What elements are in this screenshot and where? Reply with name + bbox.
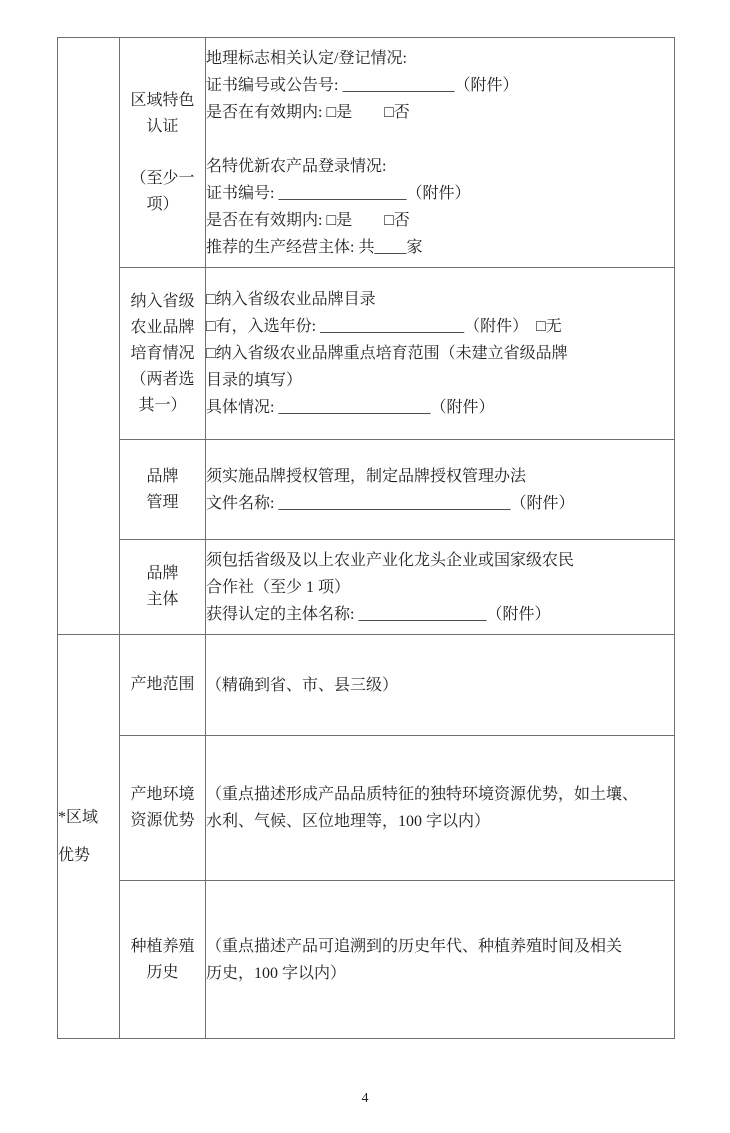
label-cell-origin-scope [120,635,206,736]
content-cell-origin-scope [206,635,675,736]
text-line: 种植养殖 [130,937,195,955]
text-line: 认证 [146,117,179,135]
text-line: 其一） [138,396,187,414]
text-line: 品牌 [146,565,179,582]
text-line: 纳入省级 [130,292,195,310]
text-line: 品牌 [146,467,179,485]
category-cell-continued [58,38,120,635]
text-line: 农业品牌 [130,318,195,336]
label-cell-brand-entity [120,540,206,635]
content-cell-regional-feature-certification [206,38,675,268]
label-cell-provincial-brand-cultivation [120,268,206,440]
content-cell-planting-breeding-history [206,881,675,1039]
text-line: 区域特色 [130,91,195,109]
text-line: 须实施品牌授权管理，制定品牌授权管理办法 [206,467,527,485]
label-cell-regional-feature-certification [120,38,206,268]
text-line: （精确到省、市、县三级） [206,676,399,694]
row-provincial-brand-cultivation [58,268,675,440]
text-line: 历史，100 字以内） [206,964,347,982]
text-line: （两者选 [130,370,195,388]
text-line: （至少一 [130,169,195,187]
text-line: 合作社（至少 1 项） [206,578,351,596]
text-line: 地理标志相关认定/登记情况: [206,49,407,67]
text-line: 资源优势 [130,812,195,829]
application-form-table [57,37,675,1039]
row-planting-breeding-history [58,881,675,1039]
text-line: 须包括省级及以上农业产业化龙头企业或国家级农民 [206,551,575,569]
label-cell-brand-management [120,440,206,540]
text-line [120,140,205,166]
text-line: 具体情况: ___________________（附件） [206,399,495,416]
text-line: 证书编号: ________________（附件） [206,184,471,202]
text-line: 历史 [146,963,179,981]
text-line: 主体 [146,591,179,608]
row-origin-scope [58,635,675,736]
text-line: 是否在有效期内: □是 □否 [206,211,410,229]
text-line: 产地环境 [130,786,195,803]
text-line: 文件名称: _____________________________（附件） [206,494,575,512]
text-line: 证书编号或公告号: ______________（附件） [206,76,519,94]
text-line: 推荐的生产经营主体: 共____家 [206,238,423,256]
row-regional-feature-certification [58,38,675,268]
row-origin-environment-resource-advantage [58,736,675,881]
row-brand-entity [58,540,675,635]
row-brand-management [58,440,675,540]
text-line: （重点描述形成产品品质特征的独特环境资源优势，如土壤、 [206,786,639,803]
text-line: 培育情况 [130,344,195,362]
label-cell-origin-environment-resource-advantage [120,736,206,881]
text-line: 目录的填写） [206,372,303,389]
text-line: （重点描述产品可追溯到的历史年代、种植养殖时间及相关 [206,937,623,955]
text-line [206,126,674,153]
text-line: □纳入省级农业品牌重点培育范围（未建立省级品牌 [206,345,568,362]
text-line: 管理 [146,493,179,511]
page-number: 4 [361,1091,369,1106]
text-line: 水利、气候、区位地理等，100 字以内） [206,813,491,830]
text-line: 项） [146,195,179,213]
content-cell-brand-management [206,440,675,540]
content-cell-provincial-brand-cultivation [206,268,675,440]
text-line: 名特优新农产品登录情况: [206,157,387,175]
text-line: *区域 [58,808,99,826]
content-cell-origin-environment-resource-advantage [206,736,675,881]
label-cell-planting-breeding-history [120,881,206,1039]
text-line: □纳入省级农业品牌目录 [206,291,376,308]
content-cell-brand-entity [206,540,675,635]
text-line: 优势 [58,846,91,864]
text-line: 获得认定的主体名称: ________________（附件） [206,605,551,623]
category-cell-region-advantage [58,635,120,1039]
text-line: 是否在有效期内: □是 □否 [206,103,410,121]
text-line: 产地范围 [130,676,195,693]
text-line: □有，入选年份: __________________（附件） □无 [206,318,562,335]
